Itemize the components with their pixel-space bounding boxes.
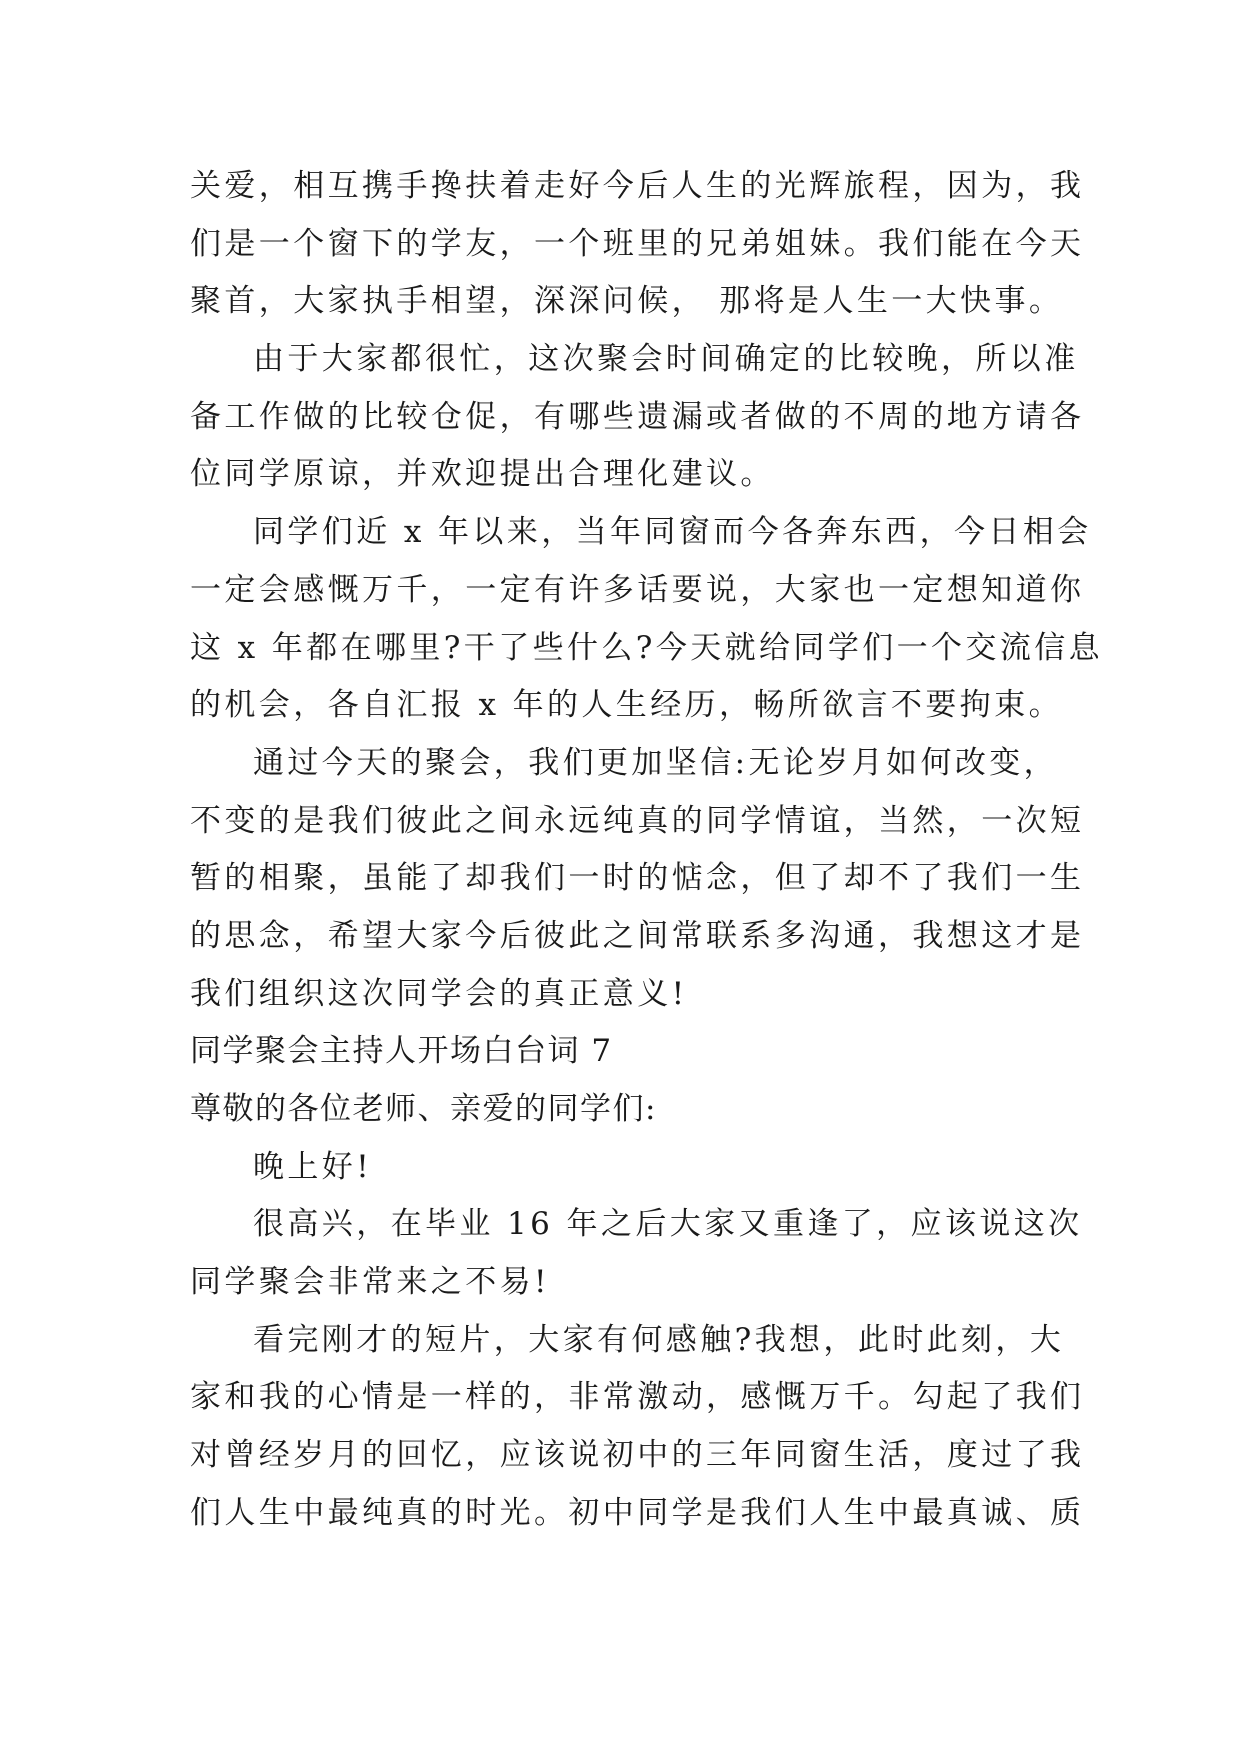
text-line: 我们组织这次同学会的真正意义! bbox=[190, 975, 688, 1012]
salutation: 尊敬的各位老师、亲爱的同学们: bbox=[190, 1091, 657, 1127]
paragraph-start: 由于大家都很忙，这次聚会时间确定的比较晚，所以准 bbox=[253, 341, 1079, 378]
text-line: 暂的相聚，虽能了却我们一时的惦念，但了却不了我们一生 bbox=[190, 860, 1085, 897]
section-title: 同学聚会主持人开场白台词 7 bbox=[190, 1033, 613, 1070]
text-line: 关爱，相互携手搀扶着走好今后人生的光辉旅程，因为，我 bbox=[190, 168, 1085, 204]
text-line: 这 x 年都在哪里?干了些什么?今天就给同学们一个交流信息 bbox=[190, 629, 1104, 666]
greeting: 晚上好! bbox=[253, 1148, 373, 1185]
paragraph-start: 通过今天的聚会，我们更加坚信:无论岁月如何改变， bbox=[253, 744, 1059, 781]
text-line: 们人生中最纯真的时光。初中同学是我们人生中最真诚、质 bbox=[190, 1494, 1085, 1531]
text-line: 备工作做的比较仓促，有哪些遗漏或者做的不周的地方请各 bbox=[190, 398, 1085, 435]
text-line: 的机会，各自汇报 x 年的人生经历，畅所欲言不要拘束。 bbox=[190, 687, 1063, 724]
text-line: 对曾经岁月的回忆，应该说初中的三年同窗生活，度过了我 bbox=[190, 1437, 1085, 1474]
text-line: 位同学原谅，并欢迎提出合理化建议。 bbox=[190, 456, 775, 493]
text-line: 家和我的心情是一样的，非常激动，感慨万千。勾起了我们 bbox=[190, 1379, 1085, 1416]
paragraph-start: 看完刚才的短片，大家有何感触?我想，此时此刻，大 bbox=[253, 1321, 1065, 1358]
text-line: 同学聚会非常来之不易! bbox=[190, 1264, 550, 1301]
text-line: 不变的是我们彼此之间永远纯真的同学情谊，当然，一次短 bbox=[190, 802, 1085, 839]
text-line: 们是一个窗下的学友，一个班里的兄弟姐妹。我们能在今天 bbox=[190, 225, 1085, 262]
text-line: 聚首，大家执手相望，深深问候， 那将是人生一大快事。 bbox=[190, 283, 1064, 320]
paragraph-start: 同学们近 x 年以来，当年同窗而今各奔东西，今日相会 bbox=[253, 514, 1092, 551]
paragraph-start: 很高兴，在毕业 16 年之后大家又重逢了，应该说这次 bbox=[253, 1206, 1083, 1243]
text-line: 一定会感慨万千，一定有许多话要说，大家也一定想知道你 bbox=[190, 571, 1085, 608]
text-line: 的思念，希望大家今后彼此之间常联系多沟通，我想这才是 bbox=[190, 917, 1085, 954]
document-body bbox=[190, 158, 1104, 1543]
